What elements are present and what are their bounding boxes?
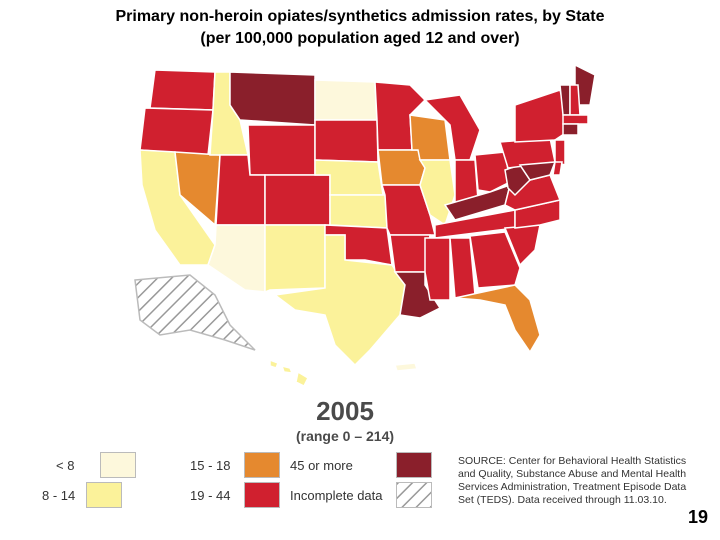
legend-item-45-plus: [290, 452, 432, 478]
state-or: [140, 108, 213, 155]
map-year: 2005: [316, 396, 374, 426]
chart-title: [0, 6, 720, 50]
state-ms: [425, 238, 450, 300]
legend-label-45-plus: 45 or more: [290, 457, 353, 473]
state-nh: [570, 85, 580, 115]
state-sd: [315, 120, 378, 162]
legend-label-19-44: 19 - 44: [190, 487, 231, 503]
legend-item-lt8: [56, 452, 136, 478]
legend-item-15-18: [190, 452, 280, 478]
state-ma: [563, 115, 588, 124]
legend-swatch-19-44: [244, 482, 280, 508]
state-fl: [455, 285, 540, 352]
legend-item-incomplete: [290, 482, 432, 508]
state-hi: [270, 360, 308, 386]
legend-label-8-14: 8 - 14: [42, 487, 76, 503]
page-number: 19: [687, 507, 708, 527]
state-wy: [248, 125, 315, 175]
title-line-1: Primary non-heroin opiates/synthetics admission rates, by State: [115, 8, 605, 25]
state-mt: [230, 72, 315, 125]
us-state-map: [120, 60, 610, 390]
title-line-2: (per 100,000 population aged 12 and over): [200, 30, 520, 47]
legend-label-15-18: 15 - 18: [190, 457, 231, 473]
legend-swatch-lt8: [100, 452, 136, 478]
state-ak: [135, 275, 255, 350]
legend-swatch-incomplete: [396, 482, 432, 508]
legend-swatch-45-plus: [396, 452, 432, 478]
legend-item-8-14: [42, 482, 122, 508]
map-range: (range 0 – 214): [295, 428, 395, 444]
state-nd: [315, 80, 377, 120]
state-nm: [265, 225, 325, 292]
state-co: [265, 175, 330, 225]
state-wa: [150, 70, 215, 110]
state-ia: [378, 150, 425, 185]
legend-swatch-15-18: [244, 452, 280, 478]
state-az: [208, 225, 265, 292]
state-de: [553, 162, 562, 175]
source-note: SOURCE: Center for Behavioral Health Statistics and Quality, Substance Abuse and Mental Health Services Administration, Treatment Episode Data Set (TEDS). Data received through 11.03.10.: [458, 455, 687, 506]
state-ar: [390, 235, 430, 272]
legend-swatch-8-14: [86, 482, 122, 508]
legend-item-19-44: [190, 482, 280, 508]
legend-label-incomplete: Incomplete data: [290, 487, 383, 503]
state-ct: [563, 124, 578, 135]
legend-label-lt8: < 8: [56, 457, 75, 473]
state-pr: [395, 363, 417, 371]
state-ks: [330, 195, 387, 228]
